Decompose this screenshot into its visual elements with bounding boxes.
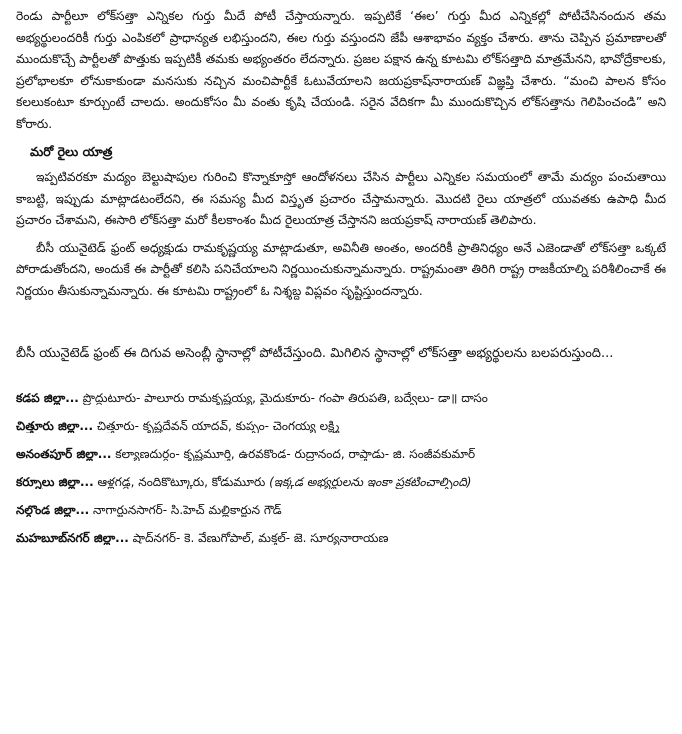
district-name: కర్నూలు జిల్లా... xyxy=(16,475,94,489)
district-candidates: చిత్తూరు- కృష్ణదేవన్ యాదవ్, కుప్పం- చెంగయ్య లక్ష్మి xyxy=(93,419,340,433)
district-candidates: ప్రొద్దుటూరు- పాలూరు రామకృష్ణయ్య, మైదుకూరు- గంపా తిరుపతి, బద్వేలు- డా॥ దాసం xyxy=(78,391,488,405)
district-row-kurnool xyxy=(16,475,666,489)
district-name: నల్గొండ జిల్లా... xyxy=(16,503,90,517)
district-row-kadapa xyxy=(16,391,666,405)
district-candidates: కల్యాణదుర్గం- కృష్ణమూర్తి, ఉరవకొండ- రుద్రానంద, రాప్తాడు- జి. సంజీవకుమార్ xyxy=(111,447,476,461)
district-candidates: నాగార్జునసాగర్- సి.హెచ్ మల్లికార్జున గౌడ్ xyxy=(89,503,282,517)
district-row-chittoor xyxy=(16,419,666,433)
district-name: మహబూబ్‌నగర్ జిల్లా... xyxy=(16,531,129,545)
district-row-anantapur xyxy=(16,447,666,461)
district-candidates: షాద్‌నగర్- కె. వేణుగోపాల్, మక్తల్- జె. సూర్యనారాయణ xyxy=(128,531,389,545)
district-name: అనంతపూర్ జిల్లా... xyxy=(16,447,112,461)
district-note: (ఇక్కడ అభ్యర్థులను ఇంకా ప్రకటించాల్సింది) xyxy=(269,475,472,489)
announcement-paragraph: బీసీ యునైటెడ్ ఫ్రంట్ ఈ దిగువ అసెంబ్లీ స్థానాల్లో పోటీచేస్తుంది. మిగిలిన స్థానాల్లో లోక్‌సత్తా అభ్యర్థులను బలపరుస్తుంది... xyxy=(16,346,614,361)
district-candidate-list xyxy=(16,391,666,545)
article-paragraph-2: ఇప్పటివరకూ మద్యం బెల్టుషాపుల గురించి కొన్నాకూస్తో ఆందోళనలు చేసిన పార్టీలు ఎన్నికల సమయంలో తామే మద్యం పంచుతాయి కాబట్టి, ఇప్పుడు మాట్లాడటంలేదని, ఈ సమస్య మీద విస్తృత ప్రచారం చేస్తామన్నారు. మొదటి రైలు యాత్రలో యువతకు ఉపాధి మీద ప్రచారం చేశామని, ఈసారి లోక్‌సత్తా మరో కీలకాంశం మీద రైలుయాత్ర చేస్తానని జయప్రకాష్ నారాయణ్ తెలిపారు. xyxy=(16,170,666,227)
district-name: కడప జిల్లా... xyxy=(16,391,79,405)
district-row-mahabubnagar xyxy=(16,531,666,545)
section-heading-rail-yatra: మరో రైలు యాత్ర xyxy=(30,144,113,159)
district-row-nalgonda xyxy=(16,503,666,517)
article-paragraph-1: రెండు పార్టీలూ లోక్‌సత్తా ఎన్నికల గుర్తు మీదే పోటీ చేస్తాయన్నారు. ఇప్పటికే ‘ఈల’ గుర్తు మీద ఎన్నికల్లో పోటీచేసినందున తమ అభ్యర్థులందరికీ గుర్తు ఎంపికలో ప్రాధాన్యత లభిస్తుందని, ఈల గుర్తు వస్తుందని జేపీ ఆశాభావం వ్యక్తం చేశారు. తాను చెప్పిన ప్రమాణాలతో ముందుకొచ్చే పార్టీలతో పొత్తుకు ఇప్పటికీ తమకు అభ్యంతరం లేదన్నారు. ప్రజల పక్షాన ఉన్న కూటమి లోక్‌సత్తాది మాత్రమేనని, భావోద్రేకాలకు, ప్రలోభాలకూ లోనుకాకుండా మనసుకు నచ్చిన మంచిపార్టీకే ఓటువేయాలని జయప్రకాష్‌నారాయణ్ విజ్ఞప్తి చేశారు. “మంచి పాలన కోసం కలలుకంటూ కూర్చుంటే చాలదు. అందుకోసం మీ వంతు కృషి చేయండి. సరైన వేదికగా మీ ముందుకొచ్చిన లోక్‌సత్తాను గెలిపించండి” అని కోరారు. xyxy=(16,9,666,131)
district-name: చిత్తూరు జిల్లా... xyxy=(16,419,94,433)
district-candidates: ఆళ్లగడ్డ, నందికొట్కూరు, కోడుమూరు xyxy=(93,475,270,489)
article-paragraph-3: బీసీ యునైటెడ్ ఫ్రంట్ అధ్యక్షుడు రామకృష్ణయ్య మాట్లాడుతూ, అవినీతి అంతం, అందరికీ ప్రాతినిధ్యం అనే ఎజెండాతో లోక్‌సత్తా ఒక్కటే పోరాడుతోందని, అందుకే ఈ పార్టీతో కలిసి పనిచేయాలని నిర్ణయించుకున్నామన్నారు. రాష్ట్రమంతా తిరిగి రాష్ట్ర రాజకీయాల్ని పరిశీలించాకే ఈ నిర్ణయం తీసుకున్నామన్నారు. ఈ కూటమి రాష్ట్రంలో ఓ నిశ్శబ్ద విప్లవం సృష్టిస్తుందన్నారు. xyxy=(16,240,666,298)
